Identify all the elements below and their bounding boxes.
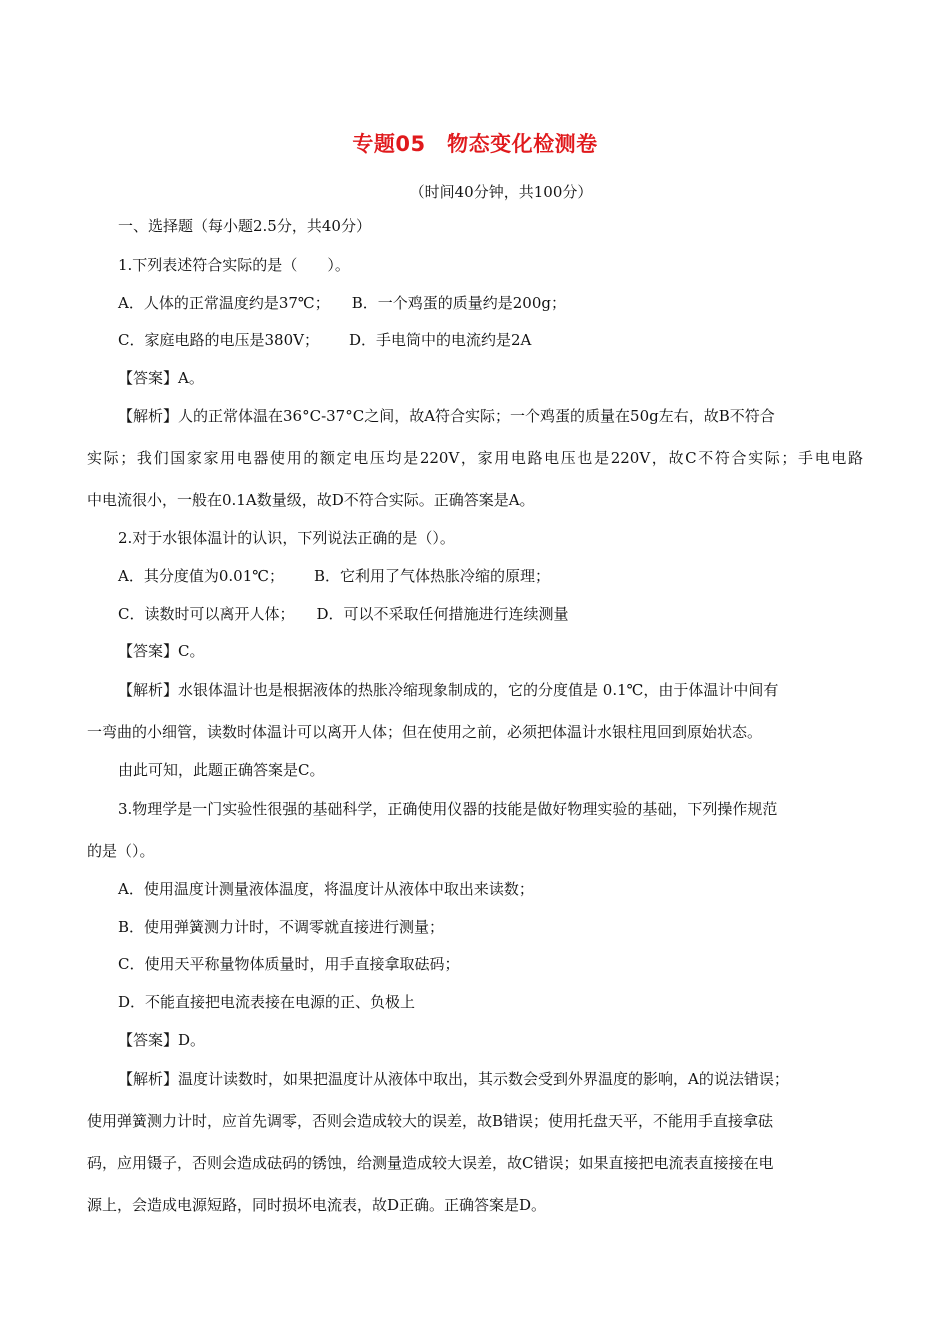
question-2-options-ab <box>118 566 550 586</box>
question-2-analysis-line-2: 一弯曲的小细管，读数时体温计可以离开人体；但在使用之前，必须把体温计水银柱甩回到原始状态。 <box>87 723 763 741</box>
question-1-analysis-line-1: 【解析】人的正常体温在36°C-37°C之间，故A符合实际；一个鸡蛋的质量在50g左右，故B不符合 <box>118 407 775 425</box>
document-title: 专题05 物态变化检测卷 <box>352 132 598 156</box>
document-subtitle: （时间40分钟，共100分） <box>409 183 593 201</box>
question-1-option-c: C．家庭电路的电压是380V； <box>118 331 319 349</box>
question-3-option-b: B．使用弹簧测力计时，不调零就直接进行测量； <box>118 918 445 936</box>
question-2-analysis-line-1: 【解析】水银体温计也是根据液体的热胀冷缩现象制成的，它的分度值是 0.1℃，由于体温计中间有 <box>118 681 779 699</box>
question-2-option-b: B．它利用了气体热胀冷缩的原理； <box>314 567 551 585</box>
question-3-analysis-line-4: 源上，会造成电源短路，同时损坏电流表，故D正确。正确答案是D。 <box>87 1196 547 1214</box>
question-1-options-ab <box>118 293 566 313</box>
question-3-option-c: C．使用天平称量物体质量时，用手直接拿取砝码； <box>118 955 460 973</box>
question-3-analysis-line-1: 【解析】温度计读数时，如果把温度计从液体中取出，其示数会受到外界温度的影响，A的说法错误； <box>118 1070 789 1088</box>
question-2-option-a: A．其分度值为0.01℃； <box>118 567 285 585</box>
question-3-option-d: D．不能直接把电流表接在电源的正、负极上 <box>118 993 416 1011</box>
question-3-analysis-line-3: 码，应用镊子，否则会造成砝码的锈蚀，给测量造成较大误差，故C错误；如果直接把电流表直接接在电 <box>87 1154 774 1172</box>
question-1-options-cd <box>118 330 531 350</box>
question-2-answer: 【答案】C。 <box>118 642 205 660</box>
section-heading: 一、选择题（每小题2.5分，共40分） <box>118 217 371 235</box>
question-2-option-d: D．可以不采取任何措施进行连续测量 <box>316 605 569 623</box>
question-1-analysis-line-3: 中电流很小，一般在0.1A数量级，故D不符合实际。正确答案是A。 <box>87 491 535 509</box>
question-1-analysis-line-2: 实际；我们国家家用电器使用的额定电压均是220V，家用电路电压也是220V，故C不符合实际；手电电路 <box>87 449 863 467</box>
question-1-answer: 【答案】A。 <box>118 369 204 387</box>
question-1-option-b: B．一个鸡蛋的质量约是200g； <box>351 294 566 312</box>
question-2-option-c: C．读数时可以离开人体； <box>118 605 295 623</box>
question-3-option-a: A．使用温度计测量液体温度，将温度计从液体中取出来读数； <box>118 880 534 898</box>
question-1-option-d: D．手电筒中的电流约是2A <box>348 331 532 349</box>
question-3-stem-line-1: 3.物理学是一门实验性很强的基础科学，正确使用仪器的技能是做好物理实验的基础，下列操作规范 <box>118 800 778 818</box>
question-1-stem: 1.下列表述符合实际的是（ ）。 <box>118 256 350 274</box>
question-1-option-a: A．人体的正常温度约是37℃； <box>118 294 330 312</box>
question-2-stem: 2.对于水银体温计的认识，下列说法正确的是（）。 <box>118 529 455 547</box>
question-3-analysis-line-2: 使用弹簧测力计时，应首先调零，否则会造成较大的误差，故B错误；使用托盘天平，不能用手直接拿砝 <box>87 1112 774 1130</box>
question-3-answer: 【答案】D。 <box>118 1031 206 1049</box>
question-2-conclusion: 由此可知，此题正确答案是C。 <box>118 761 325 779</box>
question-3-stem-line-2: 的是（）。 <box>87 842 155 860</box>
question-2-options-cd <box>118 604 569 624</box>
